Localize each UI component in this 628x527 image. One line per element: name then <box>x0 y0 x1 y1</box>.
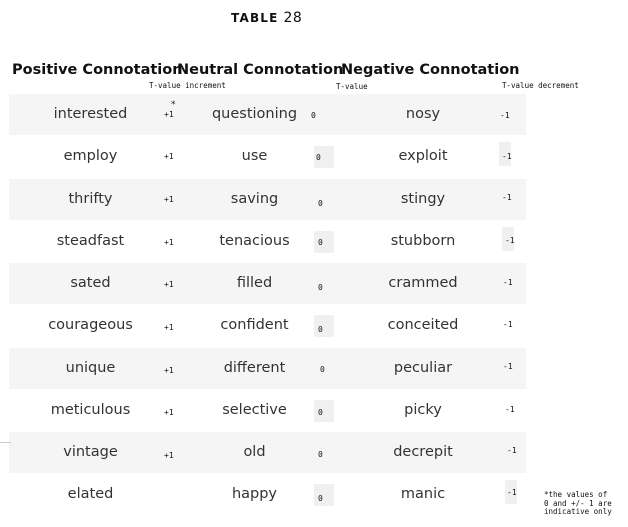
neutral-tvalue: 0 <box>318 325 323 334</box>
negative-tvalue: -1 <box>503 362 513 371</box>
negative-word: decrepit <box>393 444 453 460</box>
subheader-tvalue-decrement: T-value decrement <box>502 81 579 90</box>
negative-tvalue: -1 <box>503 278 513 287</box>
positive-word: courageous <box>48 317 133 333</box>
neutral-tvalue: 0 <box>320 365 325 374</box>
positive-word: thrifty <box>68 191 113 207</box>
neutral-tvalue: 0 <box>318 238 323 247</box>
footnote-asterisk: * <box>171 100 176 110</box>
neutral-word: different <box>223 360 286 376</box>
negative-word: exploit <box>398 148 448 164</box>
negative-tvalue: -1 <box>500 111 510 120</box>
footnote-line: 0 and +/- 1 are <box>544 498 612 508</box>
table-row <box>9 390 526 431</box>
neutral-word: filled <box>236 275 273 291</box>
neutral-word: saving <box>230 191 279 207</box>
positive-tvalue: +1 <box>164 110 174 119</box>
negative-tvalue: -1 <box>507 488 517 497</box>
table-title <box>231 10 302 26</box>
table-title-number: 28 <box>283 10 303 26</box>
footnote-line: *the values of <box>544 490 608 499</box>
neutral-word: confident <box>220 317 289 333</box>
positive-tvalue: +1 <box>164 238 174 247</box>
table-row <box>9 305 526 346</box>
neutral-tvalue: 0 <box>318 199 323 208</box>
neutral-word: tenacious <box>219 233 290 249</box>
neutral-word: happy <box>231 486 278 502</box>
table-row <box>9 263 526 304</box>
neutral-tvalue: 0 <box>318 408 323 417</box>
negative-word: picky <box>404 402 442 418</box>
subheader-tvalue-increment: T-value increment <box>149 81 226 90</box>
negative-tvalue: -1 <box>505 405 515 414</box>
negative-tvalue: -1 <box>502 193 512 202</box>
negative-word: nosy <box>405 106 441 122</box>
negative-tvalue: -1 <box>502 152 512 161</box>
positive-tvalue: +1 <box>164 408 174 417</box>
negative-word: conceited <box>387 317 459 333</box>
negative-word: stubborn <box>390 233 456 249</box>
positive-word: vintage <box>63 444 118 460</box>
header-positive: Positive Connotation <box>12 62 183 78</box>
positive-tvalue: +1 <box>164 195 174 204</box>
negative-tvalue: -1 <box>505 236 515 245</box>
neutral-word: selective <box>222 402 287 418</box>
negative-tvalue: -1 <box>507 446 517 455</box>
positive-word: employ <box>63 148 118 164</box>
positive-word: meticulous <box>50 402 131 418</box>
positive-word: unique <box>65 360 116 376</box>
margin-rule <box>0 442 11 443</box>
positive-tvalue: +1 <box>164 323 174 332</box>
negative-word: stingy <box>400 191 446 207</box>
negative-word: peculiar <box>393 360 453 376</box>
table-row <box>9 474 526 515</box>
footnote <box>544 491 626 517</box>
neutral-tvalue: 0 <box>311 111 316 120</box>
positive-tvalue: +1 <box>164 280 174 289</box>
table-row <box>9 94 526 135</box>
negative-tvalue: -1 <box>503 320 513 329</box>
positive-tvalue: +1 <box>164 152 174 161</box>
neutral-word: use <box>241 148 268 164</box>
table-row <box>9 348 526 389</box>
header-neutral: Neutral Connotation <box>177 62 344 78</box>
neutral-word: questioning <box>211 106 298 122</box>
neutral-tvalue: 0 <box>318 494 323 503</box>
positive-tvalue: +1 <box>164 366 174 375</box>
negative-word: manic <box>400 486 446 502</box>
header-negative: Negative Connotation <box>341 62 520 78</box>
negative-word: crammed <box>388 275 458 291</box>
positive-word: sated <box>70 275 111 291</box>
table-title-prefix: TABLE <box>231 11 279 25</box>
neutral-tvalue: 0 <box>318 450 323 459</box>
table-row <box>9 136 526 177</box>
positive-word: elated <box>67 486 114 502</box>
table-row <box>9 221 526 262</box>
positive-word: interested <box>53 106 128 122</box>
neutral-tvalue: 0 <box>318 283 323 292</box>
neutral-word: old <box>243 444 266 460</box>
footnote-line: indicative only <box>544 507 612 516</box>
table-row <box>9 179 526 220</box>
positive-word: steadfast <box>56 233 125 249</box>
positive-tvalue: +1 <box>164 451 174 460</box>
neutral-tvalue: 0 <box>316 153 321 162</box>
table-row <box>9 432 526 473</box>
subheader-tvalue-neutral: T-value <box>336 82 368 91</box>
